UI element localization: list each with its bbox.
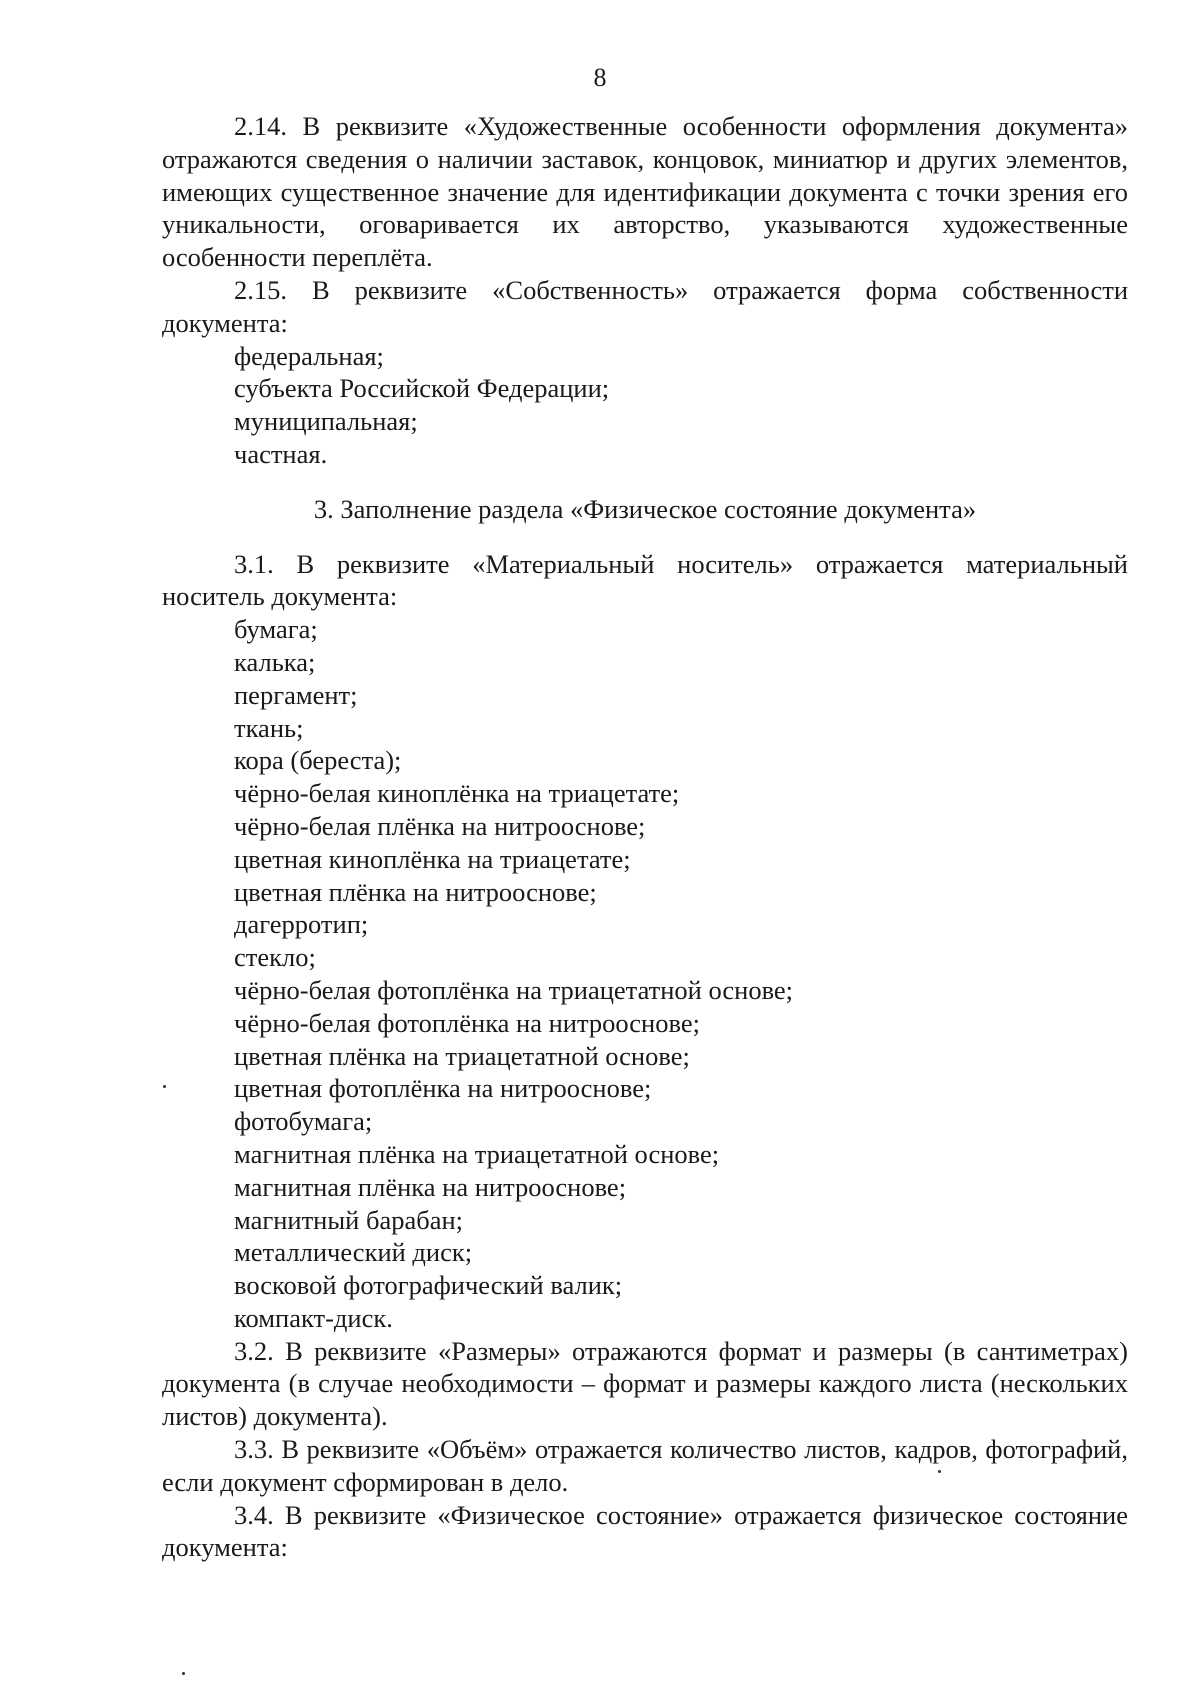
list-item: восковой фотографический валик; [234,1270,623,1301]
list-item: магнитная плёнка на триацетатной основе; [234,1138,720,1169]
list-item: цветная плёнка на триацетатной основе; [234,1040,690,1071]
scan-speck [182,1672,185,1675]
list-item: чёрно-белая плёнка на нитрооснове; [234,810,646,841]
list-item: чёрно-белая фотоплёнка на триацетатной основе; [234,974,794,1005]
list-item: фотобумага; [234,1106,373,1137]
list-item: муниципальная; [234,406,418,437]
list-item: пергамент; [234,679,358,710]
list-item: цветная фотоплёнка на нитрооснове; [234,1073,652,1104]
list-item: чёрно-белая киноплёнка на триацетате; [234,778,680,809]
paragraph-2-14: 2.14. В реквизите «Художественные особенности оформления документа» отражаются сведения о наличии заставок, концовок, миниатюр и других элементов, имеющих существенное значение для идентификации документа с точки зрения его уникальности, оговаривается их авторство, указываются художественные особенности переплёта. [162,111,1128,273]
list-item: калька; [234,646,316,677]
list-item: бумага; [234,614,318,645]
list-item: компакт-диск. [234,1302,393,1333]
ownership-forms-list [162,340,1128,471]
list-item: магнитная плёнка на нитрооснове; [234,1171,627,1202]
list-item: цветная киноплёнка на триацетате; [234,843,631,874]
list-item: федеральная; [234,340,384,371]
paragraph-2-15: 2.15. В реквизите «Собственность» отражается форма собственности документа: [162,274,1128,338]
list-item: кора (береста); [234,745,402,776]
list-item: чёрно-белая фотоплёнка на нитрооснове; [234,1007,700,1038]
list-item: стекло; [234,942,316,973]
list-item: магнитный барабан; [234,1204,464,1235]
paragraph-3-4: 3.4. В реквизите «Физическое состояние» отражается физическое состояние документа: [162,1499,1128,1563]
section-3-heading: 3. Заполнение раздела «Физическое состояние документа» [313,493,977,524]
document-body [162,110,1128,1564]
list-item: ткань; [234,712,304,743]
paragraph-3-3: 3.3. В реквизите «Объём» отражается количество листов, кадров, фотографий, если документ сформирован в дело. [162,1434,1128,1497]
paragraph-3-1: 3.1. В реквизите «Материальный носитель» отражается материальный носитель документа: [162,548,1128,612]
scan-speck [938,1470,941,1473]
scan-speck [163,1085,166,1088]
list-item: субъекта Российской Федерации; [234,373,610,404]
paragraph-3-2: 3.2. В реквизите «Размеры» отражаются формат и размеры (в сантиметрах) документа (в случае необходимости – формат и размеры каждого листа (нескольких листов) документа). [162,1335,1128,1432]
carriers-list [162,613,1128,1335]
list-item: дагерротип; [234,909,369,940]
page-number: 8 [593,63,607,92]
list-item: частная. [234,438,328,469]
list-item: металлический диск; [234,1237,473,1268]
list-item: цветная плёнка на нитрооснове; [234,876,597,907]
